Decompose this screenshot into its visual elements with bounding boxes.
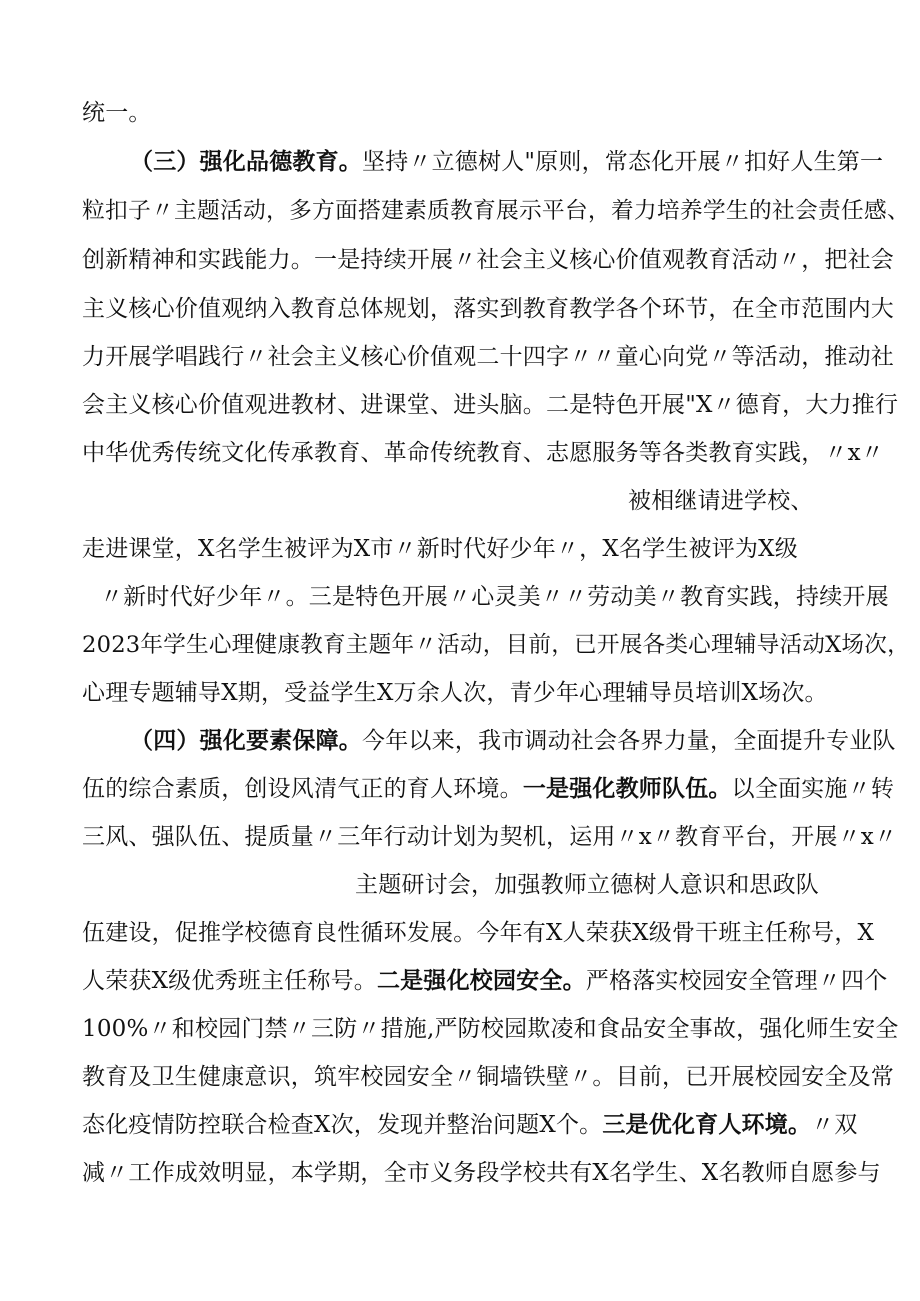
text-line: [82, 243, 920, 277]
text-line: [82, 676, 920, 710]
text-segment: 会主义核心价值观进教材、进课堂、进头脑。二是特色开展"X〃德育，大力推行: [82, 392, 899, 418]
text-segment: 〃新时代好少年〃。三是特色开展〃心灵美〃〃劳动美〃教育实践，持续开展: [100, 584, 889, 610]
text-segment: 伍建设，促推学校德育良性循环发展。今年有X人荣获X级骨干班主任称号，X: [82, 920, 875, 946]
text-segment: 主义核心价值观纳入教育总体规划，落实到教育教学各个环节，在全市范围内大: [82, 296, 894, 322]
text-segment: 减〃工作成效明显，本学期，全市义务段学校共有X名学生、X名教师自愿参与: [82, 1160, 881, 1186]
text-line: [82, 964, 920, 998]
text-line: [82, 1060, 920, 1094]
text-segment: 心理专题辅导X期，受益学生X万余人次，青少年心理辅导员培训X场次。: [82, 680, 828, 706]
text-line: [82, 532, 920, 566]
text-line: [82, 628, 920, 662]
text-segment: 中华优秀传统文化传承教育、革命传统教育、志愿服务等各类教育实践，〃x〃: [82, 440, 884, 466]
text-segment: 严格落实校园安全管理〃四个: [585, 968, 888, 994]
text-segment: 被相继请进学校、: [628, 488, 814, 514]
text-line: [82, 916, 920, 950]
subheading-environment: 三是优化育人环境。: [602, 1111, 812, 1138]
text-segment: 〃双: [811, 1112, 858, 1138]
text-segment: 今年以来，我市调动社会各界力量，全面提升专业队: [362, 728, 896, 754]
text-line: [82, 194, 920, 228]
text-line: [82, 388, 920, 422]
subheading-teachers: 一是强化教师队伍。: [522, 775, 732, 802]
text-line: [82, 820, 920, 854]
text-segment: 走进课堂，X名学生被评为X市〃新时代好少年〃，X名学生被评为X级: [82, 536, 798, 562]
text-segment: 粒扣子〃主题活动，多方面搭建素质教育展示平台，着力培养学生的社会责任感、: [82, 198, 910, 224]
text-line: [82, 772, 920, 806]
text-line: [100, 580, 920, 614]
text-line: [82, 340, 920, 374]
text-segment: 三风、强队伍、提质量〃三年行动计划为契机，运用〃x〃教育平台，开展〃x〃: [82, 824, 898, 850]
text-line: [628, 484, 920, 518]
text-line: [82, 96, 920, 130]
text-segment: 态化疫情防控联合检查X次，发现并整治问题X个。: [82, 1112, 603, 1138]
text-segment: 人荣获X级优秀班主任称号。: [82, 968, 377, 994]
text-segment: 以全面实施〃转: [731, 776, 895, 802]
text-segment: 力开展学唱践行〃社会主义核心价值观二十四字〃〃童心向党〃等活动，推动社: [82, 344, 894, 370]
text-segment: 伍的综合素质，创设风清气正的育人环境。: [82, 776, 523, 802]
section-heading-4: （四）强化要素保障。: [130, 727, 362, 754]
text-line: [82, 1012, 920, 1046]
text-line: [82, 1108, 920, 1142]
text-segment: 2023年学生心理健康教育主题年〃活动，目前，已开展各类心理辅导活动X场次，: [82, 632, 910, 658]
text-line: [355, 868, 920, 902]
text-segment: 100%〃和校园门禁〃三防〃措施,严防校园欺凌和食品安全事故，强化师生安全: [82, 1016, 899, 1042]
section-heading-3: （三）强化品德教育。: [130, 148, 362, 175]
subheading-campus-safety: 二是强化校园安全。: [376, 967, 586, 994]
text-segment: 教育及卫生健康意识，筑牢校园安全〃铜墙铁壁〃。目前，已开展校园安全及常: [82, 1064, 894, 1090]
text-line: [82, 1156, 920, 1190]
text-segment: 统一。: [82, 100, 152, 126]
text-segment: 创新精神和实践能力。一是持续开展〃社会主义核心价值观教育活动〃，把社会: [82, 247, 894, 273]
text-line: [82, 292, 920, 326]
text-segment: 坚持〃立德树人"原则，常态化开展〃扣好人生第一: [362, 149, 884, 175]
text-line: [82, 436, 920, 470]
text-segment: 主题研讨会，加强教师立德树人意识和思政队: [355, 872, 819, 898]
section-heading-line: [130, 145, 920, 179]
section-heading-line: [130, 724, 920, 758]
